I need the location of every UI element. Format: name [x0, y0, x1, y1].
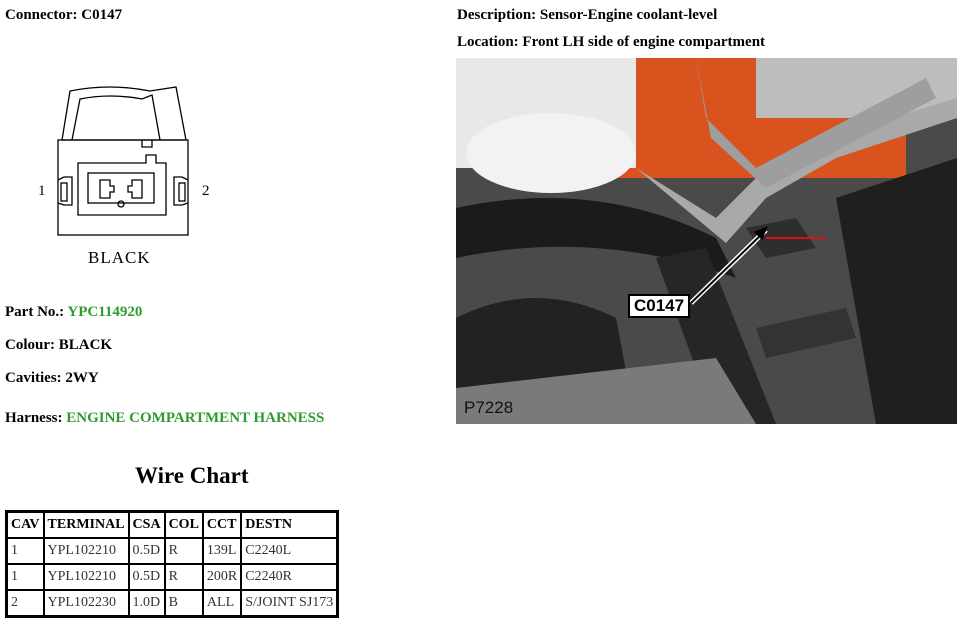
table-row [7, 538, 337, 564]
description-label: Description: [457, 7, 537, 23]
location-label: Location: [457, 34, 519, 50]
cell-terminal: YPL102230 [44, 590, 129, 616]
connector-callout-label: C0147 [628, 294, 690, 318]
connector-face-diagram [30, 85, 230, 275]
cell-col: B [165, 590, 203, 616]
colour-line [5, 337, 112, 354]
part-label: Part No.: [5, 304, 65, 320]
diagram-colour-caption: BLACK [88, 248, 151, 267]
pin-2-number: 2 [202, 183, 210, 199]
location-line [457, 34, 765, 51]
cell-csa: 0.5D [129, 564, 165, 590]
wire-chart-table [5, 510, 339, 618]
cell-csa: 0.5D [129, 538, 165, 564]
part-number-link[interactable]: YPC114920 [67, 304, 143, 320]
cell-col: R [165, 538, 203, 564]
harness-link[interactable]: ENGINE COMPARTMENT HARNESS [66, 410, 325, 426]
table-row [7, 590, 337, 616]
connector-value: C0147 [81, 7, 123, 23]
connector-outline-drawing [30, 85, 230, 275]
description-line [457, 7, 717, 24]
connector-heading [5, 7, 122, 24]
colour-label: Colour: [5, 337, 55, 353]
wire-chart-title: Wire Chart [135, 463, 249, 488]
harness-line [5, 410, 324, 427]
cell-cct: ALL [203, 590, 241, 616]
table-header-row [7, 512, 337, 538]
header-destn: DESTN [241, 512, 337, 538]
header-col: COL [165, 512, 203, 538]
cell-destn: S/JOINT SJ173 [241, 590, 337, 616]
cell-csa: 1.0D [129, 590, 165, 616]
cell-cav: 1 [7, 564, 44, 590]
part-number-line [5, 304, 142, 321]
connector-label: Connector: [5, 7, 78, 23]
pin-1-number: 1 [38, 183, 46, 199]
cell-destn: C2240R [241, 564, 337, 590]
header-cav: CAV [7, 512, 44, 538]
cell-cct: 200R [203, 564, 241, 590]
cell-cav: 1 [7, 538, 44, 564]
header-cct: CCT [203, 512, 241, 538]
table-row [7, 564, 337, 590]
figure-id-label: P7228 [464, 398, 514, 417]
description-value: Sensor-Engine coolant-level [539, 7, 718, 23]
cavities-label: Cavities: [5, 370, 62, 386]
engine-bay-illustration [456, 58, 957, 424]
header-terminal: TERMINAL [44, 512, 129, 538]
cavities-line [5, 370, 99, 387]
header-csa: CSA [129, 512, 165, 538]
colour-value: BLACK [58, 337, 113, 353]
cell-cav: 2 [7, 590, 44, 616]
cell-cct: 139L [203, 538, 241, 564]
location-value: Front LH side of engine compartment [522, 34, 766, 50]
location-photo [456, 58, 957, 424]
cell-destn: C2240L [241, 538, 337, 564]
harness-label: Harness: [5, 410, 63, 426]
cell-terminal: YPL102210 [44, 564, 129, 590]
cell-col: R [165, 564, 203, 590]
cell-terminal: YPL102210 [44, 538, 129, 564]
cavities-value: 2WY [65, 370, 99, 386]
